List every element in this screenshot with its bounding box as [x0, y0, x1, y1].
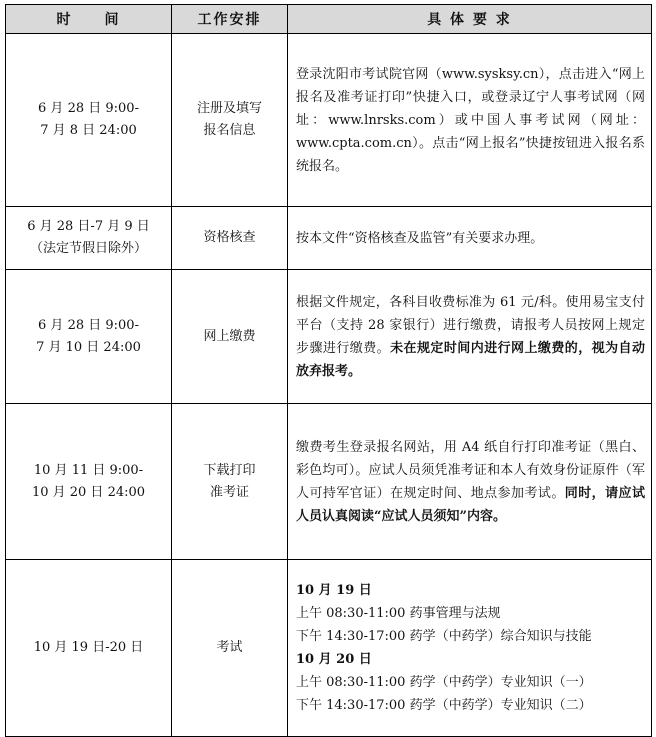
table-header-row	[6, 5, 652, 34]
table-row	[6, 34, 652, 207]
requirement-text: 缴费考生登录报名网站，用 A4 纸自行打印准考证（黑白、彩色均可）。应试人员须凭准考证和本人有效身份证原件（军人可持军官证）在规定时间、地点参加考试。	[296, 439, 645, 501]
time-line: 10 月 20 日 24:00	[31, 484, 146, 500]
exam-slot: 上午 08:30-11:00 药事管理与法规	[296, 606, 501, 621]
time-cell	[6, 34, 172, 207]
table-row	[6, 404, 652, 560]
exam-schedule-cell	[288, 560, 652, 737]
task-cell	[172, 404, 288, 560]
exam-slot: 下午 14:30-17:00 药学（中药学）综合知识与技能	[296, 629, 592, 644]
time-line: 7 月 8 日 24:00	[40, 123, 137, 138]
task-line: 网上缴费	[203, 328, 256, 344]
header-requirements: 具 体 要 求	[288, 5, 652, 34]
requirement-cell	[288, 404, 652, 560]
requirement-text: 按本文件“资格核查及监管”有关要求办理。	[296, 230, 544, 246]
exam-day-heading: 10 月 19 日	[296, 583, 372, 598]
table-row	[6, 560, 652, 737]
time-cell	[6, 404, 172, 560]
header-task: 工作安排	[172, 5, 288, 34]
task-line: 下载打印	[203, 462, 256, 478]
task-line: 报名信息	[203, 123, 256, 138]
time-cell	[6, 270, 172, 404]
requirement-bold-text: 未在规定时间内进行网上缴费的，视为自动放弃报考。	[296, 340, 645, 379]
schedule-table	[5, 4, 652, 737]
time-line: 6 月 28 日 9:00-	[38, 101, 139, 116]
exam-slot: 上午 08:30-11:00 药学（中药学）专业知识（一）	[296, 675, 592, 690]
time-line: 7 月 10 日 24:00	[36, 339, 141, 355]
time-cell	[6, 207, 172, 270]
time-cell	[6, 560, 172, 737]
table-row	[6, 270, 652, 404]
requirement-text: 登录沈阳市考试院官网（www.sysksy.cn），点击进入“网上报名及准考证打印”快捷入口，或登录辽宁人事考试网（网址：www.lnrsks.com）或中国人事考试网（网址：www.cpta.com.cn）。点击“网上报名”快捷按钮进入报名系统报名。	[296, 66, 645, 174]
time-line: 10 月 19 日-20 日	[33, 640, 144, 655]
time-line: 6 月 28 日-7 月 9 日	[27, 219, 150, 234]
requirement-cell	[288, 270, 652, 404]
requirement-text: 根据文件规定，各科目收费标准为 61 元/科。使用易宝支付平台（支持 28 家银行）进行缴费，请报考人员按网上规定步骤进行缴费。	[296, 294, 645, 356]
time-line: （法定节假日除外）	[29, 241, 147, 256]
task-cell	[172, 207, 288, 270]
exam-slot: 下午 14:30-17:00 药学（中药学）专业知识（二）	[296, 698, 592, 713]
task-line: 注册及填写	[196, 101, 262, 116]
task-line: 准考证	[209, 484, 249, 500]
task-cell	[172, 560, 288, 737]
task-cell	[172, 270, 288, 404]
task-cell	[172, 34, 288, 207]
time-line: 6 月 28 日 9:00-	[38, 317, 139, 333]
requirement-cell	[288, 207, 652, 270]
exam-day-heading: 10 月 20 日	[296, 652, 372, 667]
requirement-bold-text: 同时，请应试人员认真阅读“应试人员须知”内容。	[296, 485, 645, 524]
requirement-cell	[288, 34, 652, 207]
time-line: 10 月 11 日 9:00-	[33, 462, 144, 478]
task-line: 考试	[216, 640, 243, 655]
table-row	[6, 207, 652, 270]
task-line: 资格核查	[203, 230, 256, 245]
header-time: 时 间	[6, 5, 172, 34]
